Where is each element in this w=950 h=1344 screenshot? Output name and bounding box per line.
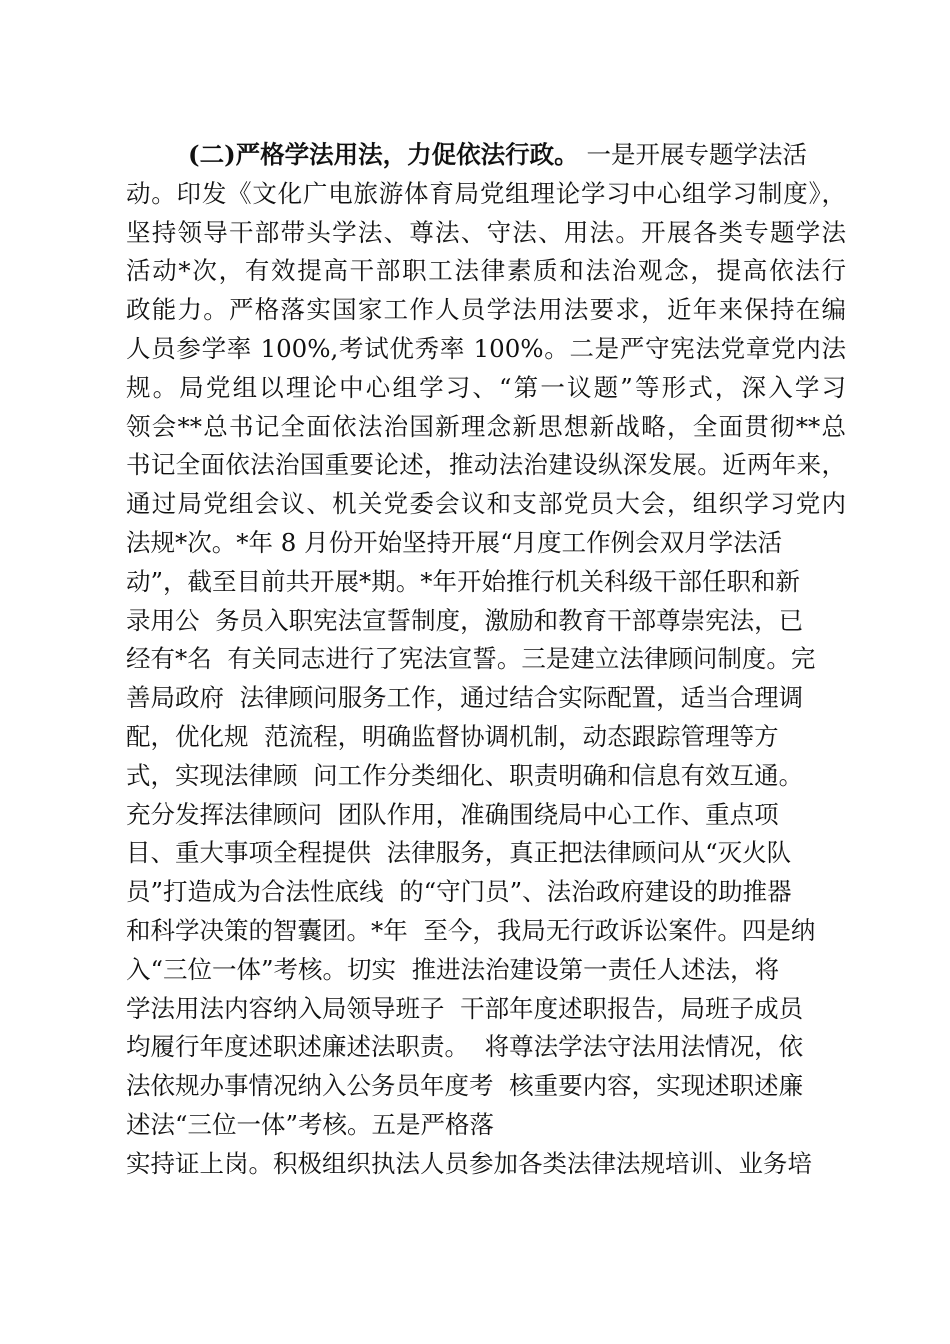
text-line: 均履行年度述职述廉述法职责。 将尊法学法守法用法情况，依: [126, 1032, 804, 1062]
text-line: 坚持领导干部带头学法、尊法、守法、用法。开展各类专题学法: [126, 217, 846, 247]
text-line: 实持证上岗。积极组织执法人员参加各类法律法规培训、业务培: [126, 1148, 812, 1178]
text-line: 和科学决策的智囊团。*年 至今，我局无行政诉讼案件。四是纳: [126, 915, 816, 945]
body-text: [126, 136, 846, 1184]
text-line: 一是开展专题学法活: [578, 140, 807, 169]
text-line: 式，实现法律顾 问工作分类细化、职责明确和信息有效互通。: [126, 760, 804, 790]
text-line: 政能力。严格落实国家工作人员学法用法要求，近年来保持在编: [126, 295, 846, 325]
text-line: 配，优化规 范流程，明确监督协调机制，动态跟踪管理等方: [126, 721, 779, 751]
text-line: 经有*名 有关同志进行了宪法宣誓。三是建立法律顾问制度。完: [126, 644, 816, 674]
text-line: 人员参学率 100%,考试优秀率 100%。二是严守宪法党章党内法: [126, 333, 846, 363]
text-line: 规。局党组以理论中心组学习、“第一议题”等形式，深入学习: [126, 372, 846, 402]
text-line: 法规*次。*年 8 月份开始坚持开展“月度工作例会双月学法活: [126, 527, 783, 557]
section-heading: (二)严格学法用法，力促依法行政。: [188, 140, 579, 169]
text-line: 领会**总书记全面依法治国新理念新思想新战略，全面贯彻**总: [126, 411, 846, 441]
paragraph-first-line: [126, 136, 846, 175]
text-line: 动。印发《文化广电旅游体育局党组理论学习中心组学习制度》，: [126, 178, 846, 208]
text-line: 书记全面依法治国重要论述，推动法治建设纵深发展。近两年来，: [126, 450, 846, 480]
text-line: 学法用法内容纳入局领导班子 干部年度述职报告，局班子成员: [126, 993, 804, 1023]
text-line: 通过局党组会议、机关党委会议和支部党员大会，组织学习党内: [126, 489, 846, 519]
text-line: 法依规办事情况纳入公务员年度考 核重要内容，实现述职述廉: [126, 1071, 804, 1101]
text-line: 录用公 务员入职宪法宣誓制度，激励和教育干部尊崇宪法，已: [126, 605, 804, 635]
text-line: 入“三位一体”考核。切实 推进法治建设第一责任人述法，将: [126, 954, 780, 984]
text-line: 述法“三位一体”考核。五是严格落: [126, 1109, 495, 1139]
text-line: 目、重大事项全程提供 法律服务，真正把法律顾问从“灭火队: [126, 838, 792, 868]
text-line: 员”打造成为合法性底线 的“守门员”、法治政府建设的助推器: [126, 877, 792, 907]
text-line: 充分发挥法律顾问 团队作用，准确围绕局中心工作、重点项: [126, 799, 779, 829]
text-line: 善局政府 法律顾问服务工作，通过结合实际配置，适当合理调: [126, 683, 804, 713]
text-line: 动”，截至目前共开展*期。*年开始推行机关科级干部任职和新: [126, 566, 801, 596]
text-line: 活动*次，有效提高干部职工法律素质和法治观念，提高依法行: [126, 256, 846, 286]
